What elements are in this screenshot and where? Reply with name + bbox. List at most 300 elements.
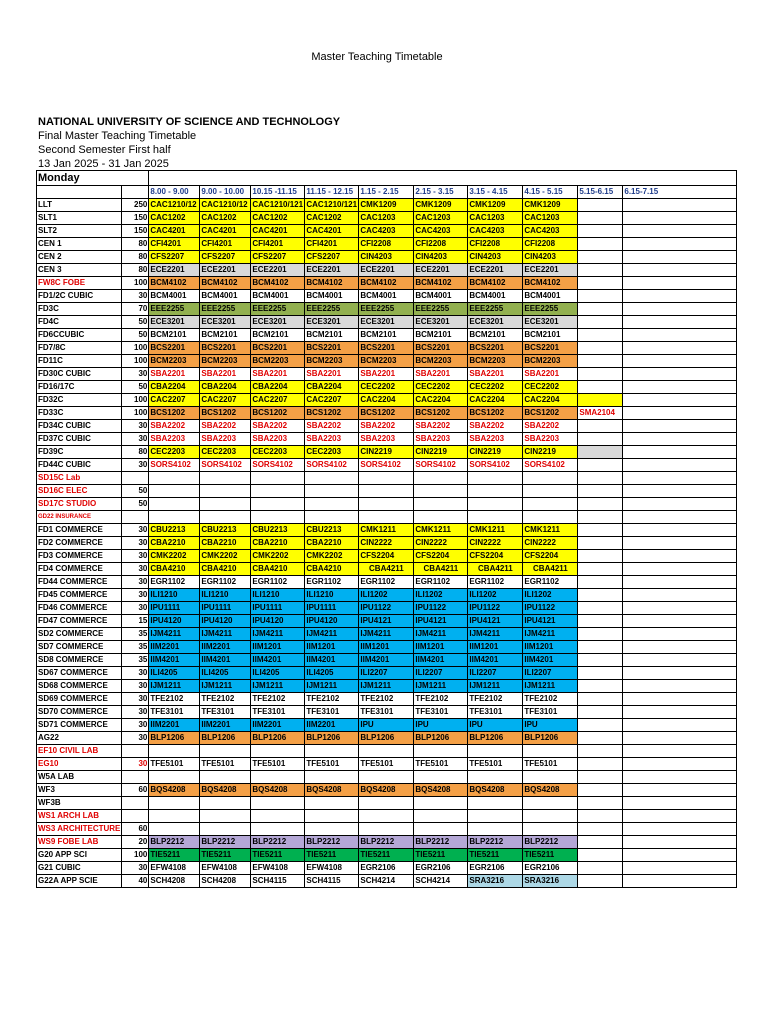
venue-name: W5A LAB [37,771,122,784]
class-cell [468,745,523,758]
class-cell [578,641,623,654]
venue-name: WF3 [37,784,122,797]
class-cell: IJM1211 [200,680,251,693]
class-cell: EEE2255 [523,303,578,316]
class-cell: SCH4208 [200,875,251,888]
class-cell: BCM4102 [200,277,251,290]
class-cell: IIM4201 [200,654,251,667]
venue-capacity: 80 [122,238,149,251]
class-cell: BCS2201 [468,342,523,355]
class-cell: BCM4001 [414,290,468,303]
class-cell [578,264,623,277]
class-cell: TIE5211 [251,849,305,862]
class-cell [523,511,578,524]
class-cell: CAC2204 [468,394,523,407]
venue-name: FD33C [37,407,122,420]
timetable-row [37,810,737,823]
class-cell: BQS4208 [359,784,414,797]
class-cell: IIM2201 [251,719,305,732]
class-cell: SMA2104 [578,407,623,420]
class-cell: CAC2207 [305,394,359,407]
timetable-row [37,732,737,745]
class-cell: CFS2207 [305,251,359,264]
class-cell: TFE2102 [251,693,305,706]
class-cell: IIM4201 [523,654,578,667]
class-cell: IJM1211 [251,680,305,693]
class-cell: BCS1202 [414,407,468,420]
class-cell: BCM2203 [468,355,523,368]
class-cell: IPU1111 [251,602,305,615]
class-cell: BQS4208 [305,784,359,797]
class-cell: CFI2208 [523,238,578,251]
day-row-filler [149,171,737,186]
class-cell [359,823,414,836]
venue-capacity: 80 [122,251,149,264]
class-cell [623,667,737,680]
class-cell: BCS2201 [149,342,200,355]
class-cell [200,745,251,758]
class-cell: SBA2203 [523,433,578,446]
class-cell [578,420,623,433]
class-cell: BCM2203 [251,355,305,368]
class-cell [623,212,737,225]
class-cell: BLP1206 [359,732,414,745]
class-cell: CAC4201 [305,225,359,238]
timetable-row [37,329,737,342]
class-cell: BQS4208 [251,784,305,797]
class-cell [578,771,623,784]
class-cell: CFS2207 [200,251,251,264]
class-cell [578,862,623,875]
class-cell [578,433,623,446]
class-cell: CEC2202 [359,381,414,394]
class-cell: TFE5101 [523,758,578,771]
class-cell: BCM2203 [414,355,468,368]
org-name: NATIONAL UNIVERSITY OF SCIENCE AND TECHNOLOGY [38,116,341,128]
timetable-row [37,719,737,732]
class-cell: EFW4108 [149,862,200,875]
class-cell [623,810,737,823]
timetable-row [37,654,737,667]
time-header-row [37,186,737,199]
class-cell: BCS1202 [251,407,305,420]
venue-capacity: 30 [122,537,149,550]
class-cell: BCS1202 [468,407,523,420]
class-cell: IIM1201 [468,641,523,654]
class-cell [200,511,251,524]
class-cell: BCS1202 [523,407,578,420]
class-cell: IPU [414,719,468,732]
class-cell: CFS2204 [359,550,414,563]
class-cell [251,472,305,485]
timetable-row [37,342,737,355]
class-cell: CAC1210/121 [305,199,359,212]
class-cell: TFE3101 [523,706,578,719]
venue-capacity: 100 [122,407,149,420]
class-cell [578,602,623,615]
class-cell [623,420,737,433]
class-cell: ILI1210 [251,589,305,602]
venue-capacity: 30 [122,524,149,537]
timetable-row [37,836,737,849]
class-cell: TFE5101 [149,758,200,771]
class-cell: CMK2202 [251,550,305,563]
class-cell: ILI2207 [359,667,414,680]
class-cell: ILI1210 [200,589,251,602]
class-cell: BCM4102 [305,277,359,290]
class-cell: BCS1202 [305,407,359,420]
class-cell: SBA2202 [200,420,251,433]
venue-name: FD44C CUBIC [37,459,122,472]
class-cell [578,758,623,771]
class-cell [578,524,623,537]
class-cell: SORS4102 [468,459,523,472]
class-cell: IJM4211 [523,628,578,641]
class-cell: CBA4210 [149,563,200,576]
class-cell: CIN2219 [468,446,523,459]
class-cell [623,823,737,836]
timetable-name: Final Master Teaching Timetable [38,130,197,142]
class-cell: SBA2201 [468,368,523,381]
class-cell [251,511,305,524]
class-cell: IPU1122 [523,602,578,615]
class-cell: IJM1211 [523,680,578,693]
class-cell: CFI4201 [251,238,305,251]
venue-capacity [122,511,149,524]
class-cell: SBA2202 [251,420,305,433]
class-cell [578,381,623,394]
class-cell: CEC2202 [523,381,578,394]
class-cell [623,316,737,329]
class-cell [623,381,737,394]
class-cell: SORS4102 [200,459,251,472]
class-cell [578,550,623,563]
class-cell: IPU4121 [359,615,414,628]
class-cell: CMK1211 [414,524,468,537]
class-cell [578,511,623,524]
class-cell: CBA4211 [414,563,468,576]
class-cell: SRA3216 [523,875,578,888]
class-cell [200,498,251,511]
class-cell: CBA2204 [251,381,305,394]
class-cell: BLP2212 [149,836,200,849]
class-cell: IPU4121 [523,615,578,628]
class-cell [359,485,414,498]
class-cell: CEC2203 [149,446,200,459]
timetable-row [37,875,737,888]
class-cell [623,303,737,316]
timetable-row [37,693,737,706]
class-cell: BLP1206 [251,732,305,745]
class-cell: SORS4102 [359,459,414,472]
class-cell: TFE5101 [251,758,305,771]
class-cell [578,875,623,888]
class-cell: SBA2203 [251,433,305,446]
venue-name: SD8 COMMERCE [37,654,122,667]
venue-capacity [122,810,149,823]
class-cell [251,810,305,823]
class-cell [623,797,737,810]
class-cell [578,459,623,472]
class-cell [623,654,737,667]
venue-capacity: 100 [122,277,149,290]
class-cell: BCM4102 [414,277,468,290]
class-cell: ECE2201 [523,264,578,277]
class-cell: CIN4203 [359,251,414,264]
venue-name: FD47 COMMERCE [37,615,122,628]
class-cell: IPU1122 [468,602,523,615]
class-cell: BCM2101 [200,329,251,342]
venue-name: WS1 ARCH LAB [37,810,122,823]
class-cell [578,329,623,342]
venue-capacity: 30 [122,667,149,680]
class-cell [623,524,737,537]
class-cell: CFI2208 [468,238,523,251]
class-cell: IJM4211 [149,628,200,641]
venue-capacity [122,771,149,784]
venue-capacity: 150 [122,212,149,225]
class-cell: BCM2203 [523,355,578,368]
class-cell: IJM1211 [468,680,523,693]
class-cell [578,693,623,706]
venue-name: FW8C FOBE [37,277,122,290]
time-slot-header: 3.15 - 4.15 [468,186,523,199]
class-cell: BLP1206 [468,732,523,745]
class-cell [578,797,623,810]
timetable-row [37,667,737,680]
class-cell: CFS2204 [468,550,523,563]
class-cell [359,810,414,823]
class-cell: IPU1111 [149,602,200,615]
class-cell [578,745,623,758]
class-cell: IJM1211 [149,680,200,693]
class-cell: TFE3101 [305,706,359,719]
class-cell [359,511,414,524]
class-cell: SORS4102 [305,459,359,472]
class-cell [623,407,737,420]
class-cell: EGR1102 [251,576,305,589]
class-cell: ECE2201 [200,264,251,277]
class-cell: IPU1122 [414,602,468,615]
class-cell: EEE2255 [468,303,523,316]
class-cell [623,849,737,862]
venue-capacity: 30 [122,563,149,576]
venue-name: EF10 CIVIL LAB [37,745,122,758]
venue-header [37,186,122,199]
class-cell: CEC2203 [305,446,359,459]
class-cell [149,498,200,511]
time-slot-header: 9.00 - 10.00 [200,186,251,199]
timetable-row [37,615,737,628]
class-cell [578,849,623,862]
class-cell [468,810,523,823]
timetable-row [37,238,737,251]
venue-capacity: 80 [122,264,149,277]
class-cell: TIE5211 [305,849,359,862]
class-cell: CIN4203 [414,251,468,264]
class-cell: SCH4214 [359,875,414,888]
class-cell: EGR1102 [468,576,523,589]
class-cell [578,485,623,498]
class-cell: TIE5211 [414,849,468,862]
class-cell [623,355,737,368]
class-cell: ILI1202 [359,589,414,602]
class-cell: BCS2201 [251,342,305,355]
class-cell [578,368,623,381]
class-cell: IPU4121 [468,615,523,628]
class-cell: SORS4102 [251,459,305,472]
venue-name: SD71 COMMERCE [37,719,122,732]
class-cell [305,797,359,810]
class-cell: TFE5101 [414,758,468,771]
class-cell: SBA2203 [149,433,200,446]
class-cell: CIN2222 [468,537,523,550]
venue-capacity [122,472,149,485]
class-cell: EEE2255 [305,303,359,316]
class-cell [623,485,737,498]
class-cell: CAC4201 [200,225,251,238]
class-cell: TFE3101 [200,706,251,719]
class-cell [623,329,737,342]
venue-capacity: 30 [122,693,149,706]
class-cell: ECE2201 [251,264,305,277]
class-cell [305,472,359,485]
class-cell [623,693,737,706]
class-cell [623,589,737,602]
class-cell: CBA2210 [200,537,251,550]
venue-name: AG22 [37,732,122,745]
class-cell: IJM4211 [414,628,468,641]
class-cell [149,511,200,524]
class-cell: ECE3201 [251,316,305,329]
class-cell [623,498,737,511]
class-cell [149,810,200,823]
venue-name: FD1/2C CUBIC [37,290,122,303]
class-cell: SBA2202 [149,420,200,433]
class-cell: ILI2207 [414,667,468,680]
class-cell [578,537,623,550]
class-cell: CAC2204 [359,394,414,407]
class-cell: ILI1202 [468,589,523,602]
class-cell: BCM2203 [305,355,359,368]
class-cell [623,446,737,459]
class-cell: CBA4210 [200,563,251,576]
venue-name: FD4 COMMERCE [37,563,122,576]
class-cell: CAC1203 [523,212,578,225]
timetable-grid [36,170,737,888]
venue-name: G22A APP SCIE [37,875,122,888]
class-cell: ILI1202 [523,589,578,602]
class-cell: IIM4201 [305,654,359,667]
venue-name: FD16/17C [37,381,122,394]
class-cell: BCM2203 [149,355,200,368]
venue-name: FD3 COMMERCE [37,550,122,563]
class-cell [623,537,737,550]
class-cell: CAC2204 [414,394,468,407]
class-cell: EFW4108 [200,862,251,875]
class-cell [578,810,623,823]
class-cell: BCM2101 [468,329,523,342]
class-cell [623,459,737,472]
class-cell: EGR1102 [305,576,359,589]
class-cell: BLP2212 [200,836,251,849]
class-cell: BCS1202 [200,407,251,420]
venue-capacity: 35 [122,654,149,667]
class-cell [414,511,468,524]
class-cell: TFE2102 [149,693,200,706]
class-cell: BLP1206 [414,732,468,745]
class-cell [523,771,578,784]
class-cell: IPU4120 [200,615,251,628]
class-cell: BCM4001 [359,290,414,303]
class-cell [305,511,359,524]
class-cell [578,472,623,485]
class-cell: CAC1203 [359,212,414,225]
class-cell: BLP2212 [468,836,523,849]
class-cell [623,875,737,888]
class-cell [468,485,523,498]
timetable-row [37,706,737,719]
class-cell: SBA2201 [523,368,578,381]
class-cell: TFE3101 [468,706,523,719]
venue-name: FD45 COMMERCE [37,589,122,602]
class-cell: IPU1111 [305,602,359,615]
class-cell [149,771,200,784]
class-cell: CAC4201 [149,225,200,238]
class-cell: SBA2202 [523,420,578,433]
class-cell: SBA2201 [149,368,200,381]
class-cell: CFI4201 [305,238,359,251]
class-cell: ECE3201 [200,316,251,329]
class-cell: EGR2106 [468,862,523,875]
class-cell: CAC1203 [468,212,523,225]
class-cell: BLP1206 [523,732,578,745]
class-cell: CMK1211 [359,524,414,537]
capacity-header [122,186,149,199]
timetable-row [37,602,737,615]
class-cell: CIN4203 [523,251,578,264]
venue-capacity: 80 [122,446,149,459]
class-cell: IIM4201 [251,654,305,667]
class-cell [578,342,623,355]
class-cell [200,823,251,836]
class-cell [251,771,305,784]
class-cell [578,251,623,264]
class-cell: IJM1211 [305,680,359,693]
timetable-row [37,524,737,537]
class-cell: BLP1206 [305,732,359,745]
venue-capacity: 30 [122,602,149,615]
class-cell: IPU [468,719,523,732]
class-cell: SCH4214 [414,875,468,888]
class-cell: BLP2212 [523,836,578,849]
class-cell: CMK1211 [523,524,578,537]
timetable-row [37,589,737,602]
class-cell: ILI4205 [200,667,251,680]
timetable-row [37,862,737,875]
venue-capacity: 50 [122,498,149,511]
class-cell [523,498,578,511]
class-cell: CAC2207 [200,394,251,407]
class-cell: SORS4102 [149,459,200,472]
class-cell [623,745,737,758]
class-cell [200,771,251,784]
class-cell: IJM4211 [468,628,523,641]
timetable-row [37,537,737,550]
class-cell: BCM2203 [359,355,414,368]
class-cell: CBA4210 [251,563,305,576]
class-cell [200,797,251,810]
